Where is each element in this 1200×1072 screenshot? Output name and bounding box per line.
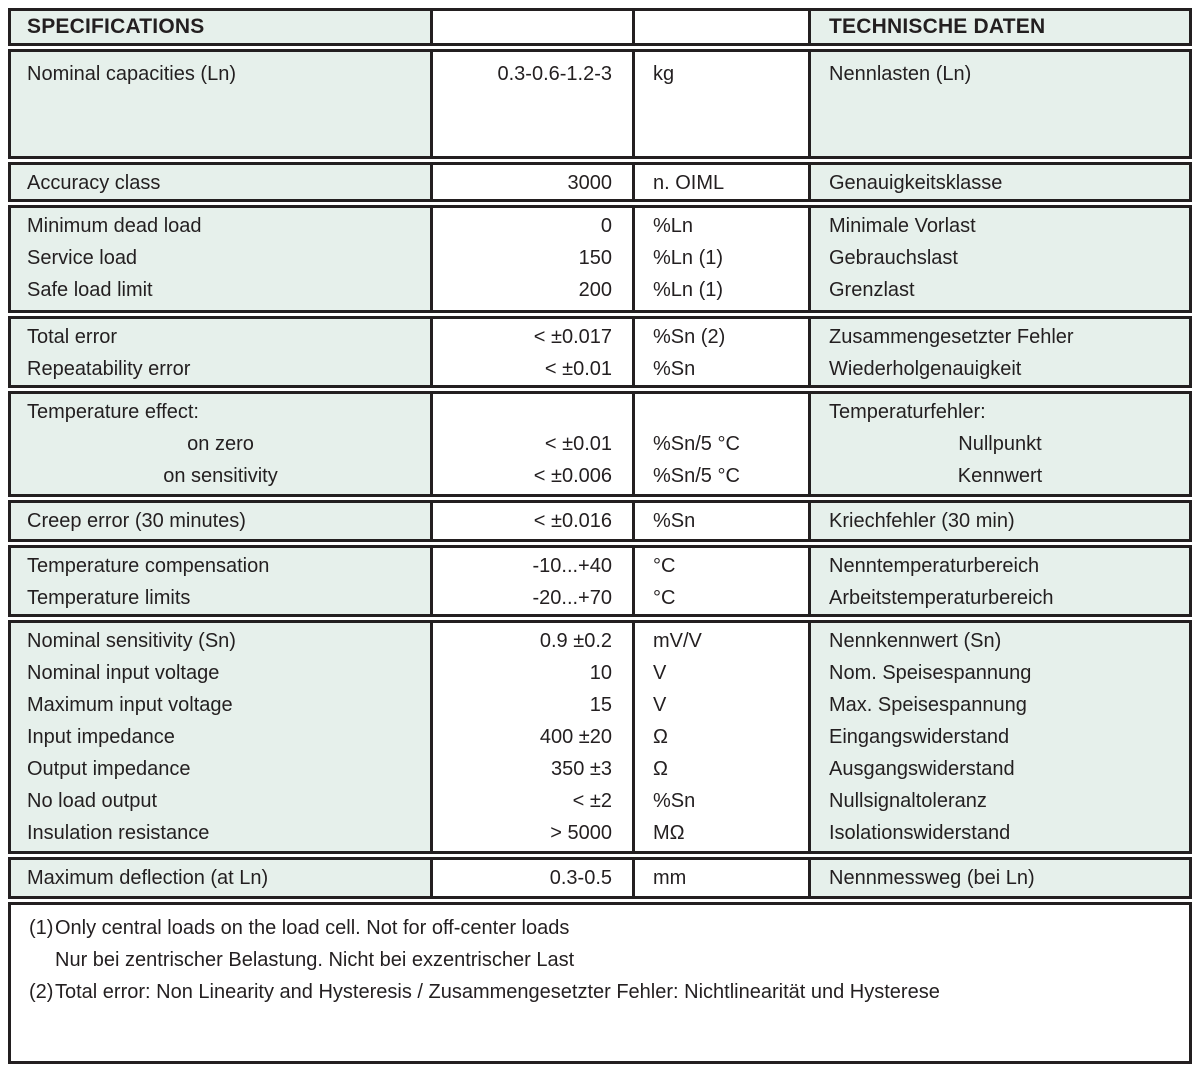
spec-unit: °C	[653, 555, 676, 577]
spec-label: Accuracy class	[27, 172, 161, 194]
spec-unit: Ω	[653, 726, 668, 748]
spec-value: 200	[578, 279, 612, 301]
spec-label-de: Kennwert	[957, 465, 1043, 487]
spec-label-de: Arbeitstemperaturbereich	[829, 587, 1054, 609]
spec-label-de: Nom. Speisespannung	[829, 662, 1032, 684]
spec-value: < ±0.016	[533, 510, 612, 532]
spec-label-de: Kriechfehler (30 min)	[829, 510, 1015, 532]
spec-label-de: Minimale Vorlast	[829, 215, 976, 237]
spec-label-de: Nullsignaltoleranz	[829, 790, 987, 812]
section-errors	[8, 316, 1192, 388]
spec-label-de: Eingangswiderstand	[829, 726, 1010, 748]
spec-label-de: Gebrauchslast	[829, 247, 958, 269]
section-temperature-range	[8, 545, 1192, 617]
spec-value: 150	[578, 247, 612, 269]
section-deflection	[8, 857, 1192, 899]
spec-unit: %Ln	[653, 215, 694, 237]
table-header	[8, 8, 1192, 46]
spec-label-de: Grenzlast	[829, 279, 915, 301]
spec-label: on zero	[187, 433, 254, 455]
spec-unit: %Ln (1)	[653, 279, 724, 301]
section-electrical	[8, 620, 1192, 854]
footnote-marker: (2)	[29, 981, 54, 1003]
spec-label-de: Ausgangswiderstand	[829, 758, 1015, 780]
specifications-table	[8, 8, 1192, 1064]
spec-unit: %Sn	[653, 358, 696, 380]
spec-label-de: Genauigkeitsklasse	[829, 172, 1003, 194]
section-accuracy-class	[8, 162, 1192, 202]
spec-label: Service load	[27, 247, 138, 269]
section-temperature-effect	[8, 391, 1192, 497]
spec-value	[433, 396, 632, 428]
spec-label: Temperature limits	[27, 587, 191, 609]
spec-value: 350 ±3	[550, 758, 612, 780]
spec-label: Temperature effect:	[27, 401, 199, 423]
header-title-de: TECHNISCHE DATEN	[829, 15, 1046, 38]
footnote-text: Total error: Non Linearity and Hysteresis / Zusammengesetzter Fehler: Nichtlinearität und Hysterese	[55, 981, 940, 1003]
spec-label: Creep error (30 minutes)	[27, 510, 246, 532]
spec-label: Repeatability error	[27, 358, 191, 380]
footnote-row	[11, 912, 1189, 944]
spec-unit: %Sn	[653, 790, 696, 812]
spec-label-de: Max. Speisespannung	[829, 694, 1027, 716]
section-nominal-capacities	[8, 49, 1192, 159]
footnote-marker: (1)	[29, 917, 54, 939]
spec-unit: V	[653, 694, 667, 716]
spec-label-de: Isolationswiderstand	[829, 822, 1011, 844]
header-col-en	[11, 11, 430, 43]
section-creep-error	[8, 500, 1192, 542]
spec-unit: %Sn/5 °C	[653, 433, 740, 455]
spec-label-de: Nennlasten (Ln)	[829, 63, 972, 85]
spec-label: Safe load limit	[27, 279, 153, 301]
spec-value: 0.9 ±0.2	[539, 630, 612, 652]
spec-unit	[635, 396, 808, 428]
spec-value: 15	[589, 694, 612, 716]
spec-value: 10	[589, 662, 612, 684]
spec-label-de: Wiederholgenauigkeit	[829, 358, 1022, 380]
spec-label: Maximum input voltage	[27, 694, 233, 716]
spec-label: on sensitivity	[163, 465, 278, 487]
spec-value: < ±0.017	[533, 326, 612, 348]
spec-value: 0.3-0.6-1.2-3	[497, 63, 612, 85]
spec-unit: %Sn/5 °C	[653, 465, 740, 487]
spec-value: 3000	[567, 172, 612, 194]
spec-value: < ±0.01	[544, 433, 612, 455]
header-col-de	[808, 11, 1189, 43]
spec-label: Input impedance	[27, 726, 175, 748]
spec-unit: mm	[653, 867, 687, 889]
spec-label-de: Nenntemperaturbereich	[829, 555, 1040, 577]
spec-label: No load output	[27, 790, 158, 812]
spec-label: Maximum deflection (at Ln)	[27, 867, 269, 889]
spec-unit: °C	[653, 587, 676, 609]
header-col-unit	[632, 11, 808, 43]
spec-label: Minimum dead load	[27, 215, 202, 237]
spec-label-de: Nennkennwert (Sn)	[829, 630, 1002, 652]
spec-unit: Ω	[653, 758, 668, 780]
spec-value: > 5000	[550, 822, 612, 844]
spec-label: Insulation resistance	[27, 822, 210, 844]
spec-value: -20...+70	[532, 587, 612, 609]
section-load-limits	[8, 205, 1192, 313]
spec-label-de: Nullpunkt	[958, 433, 1042, 455]
footnote-text: Nur bei zentrischer Belastung. Nicht bei exzentrischer Last	[55, 949, 575, 971]
spec-label: Nominal sensitivity (Sn)	[27, 630, 236, 652]
footnote-text: Only central loads on the load cell. Not for off-center loads	[55, 917, 570, 939]
footnote-marker	[11, 944, 55, 976]
footnote-row	[11, 976, 1189, 1008]
spec-value: -10...+40	[532, 555, 612, 577]
spec-value: < ±0.006	[533, 465, 612, 487]
spec-value: 0	[600, 215, 612, 237]
spec-unit: n. OIML	[653, 172, 725, 194]
spec-value: < ±0.01	[544, 358, 612, 380]
spec-label: Nominal input voltage	[27, 662, 220, 684]
spec-label-de: Temperaturfehler:	[829, 401, 986, 423]
spec-label: Total error	[27, 326, 118, 348]
spec-label-de: Nennmessweg (bei Ln)	[829, 867, 1035, 889]
spec-label-de: Zusammengesetzter Fehler	[829, 326, 1074, 348]
spec-unit: V	[653, 662, 667, 684]
spec-unit: %Ln (1)	[653, 247, 724, 269]
spec-label: Output impedance	[27, 758, 191, 780]
spec-unit: MΩ	[653, 822, 685, 844]
spec-unit: mV/V	[653, 630, 702, 652]
spec-value: < ±2	[572, 790, 612, 812]
spec-unit: kg	[653, 63, 675, 85]
header-col-value	[430, 11, 632, 43]
spec-label: Temperature compensation	[27, 555, 270, 577]
footnotes-box	[8, 902, 1192, 1064]
footnote-row	[11, 944, 1189, 976]
spec-label: Nominal capacities (Ln)	[27, 63, 236, 85]
spec-value: 400 ±20	[539, 726, 612, 748]
spec-value: 0.3-0.5	[549, 867, 612, 889]
header-title-en: SPECIFICATIONS	[27, 15, 205, 38]
spec-unit: %Sn	[653, 510, 696, 532]
spec-unit: %Sn (2)	[653, 326, 726, 348]
